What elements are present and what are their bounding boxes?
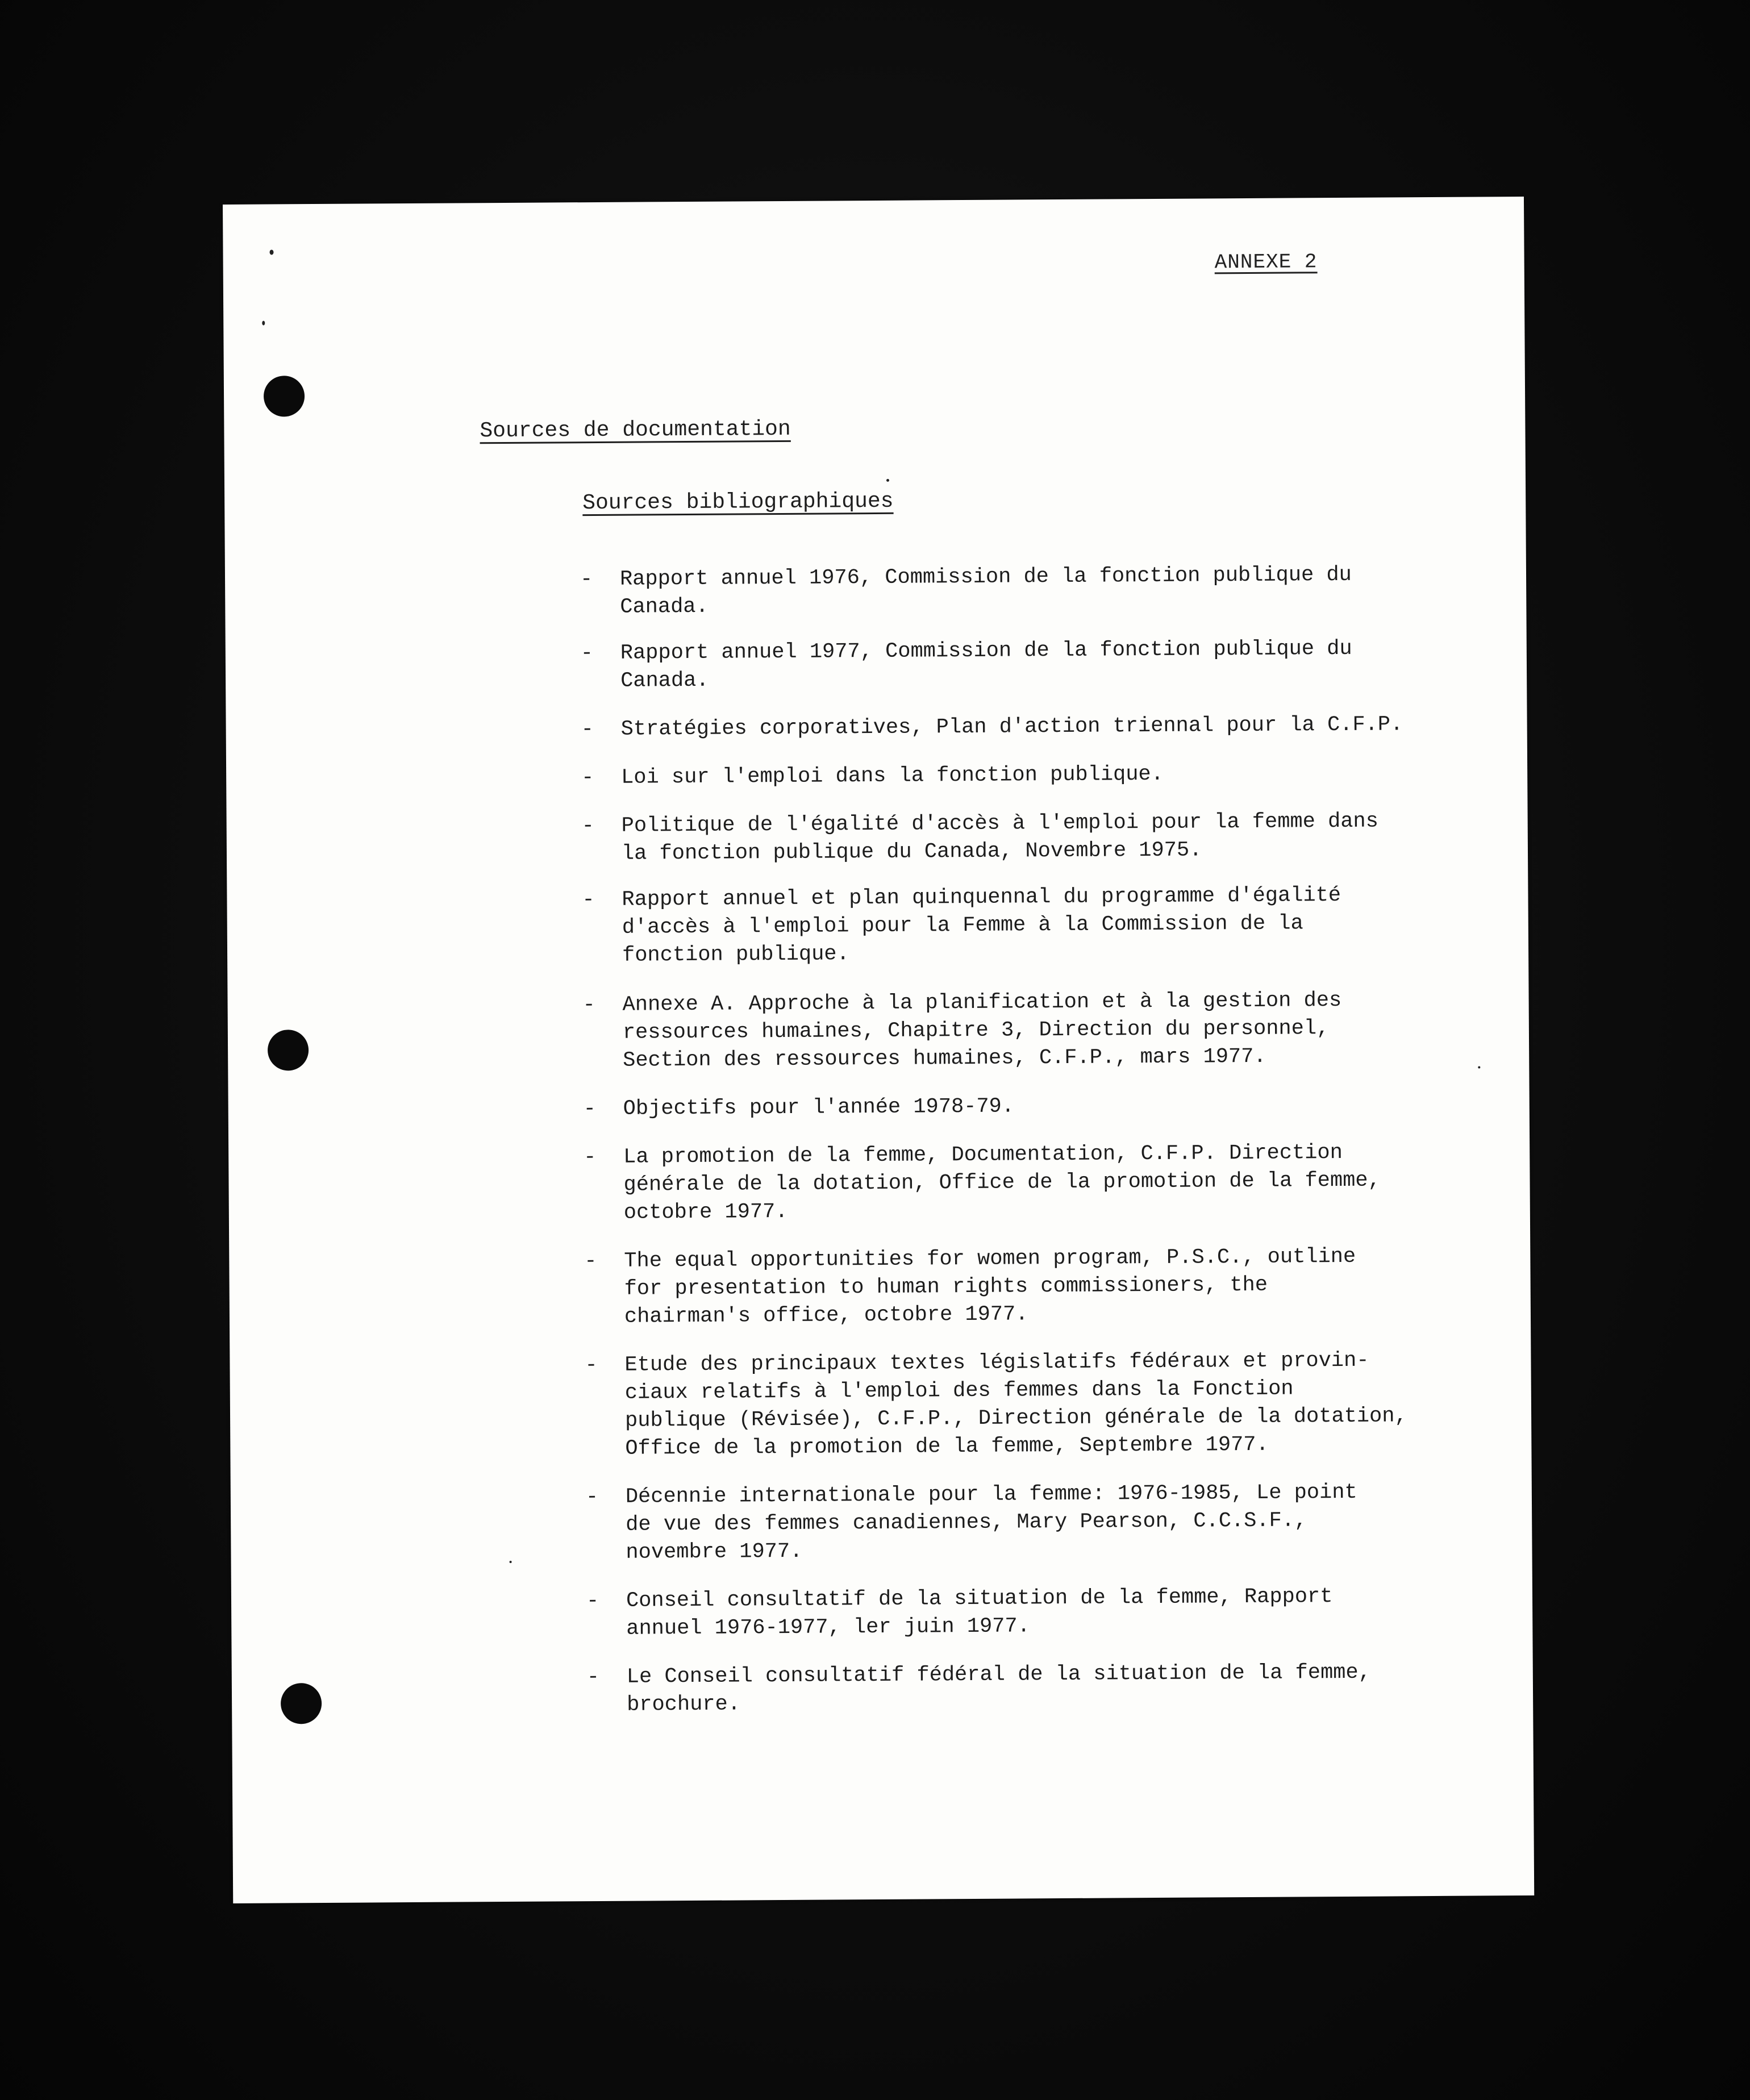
- reference-list: [580, 561, 1473, 1719]
- scan-speck: [510, 1561, 512, 1563]
- scan-speck: [1478, 1066, 1480, 1069]
- reference-item: [581, 759, 1468, 793]
- bullet-dash: -: [581, 766, 594, 790]
- reference-item: [580, 561, 1467, 622]
- subsection-title: Sources bibliographiques: [582, 489, 894, 516]
- reference-text: Politique de l'égalité d'accès à l'emploi pour la femme dans la fonction publique du Canada, Novembre 1975.: [621, 809, 1379, 866]
- bullet-dash: -: [581, 718, 594, 742]
- reference-text: La promotion de la femme, Documentation, C.F.P. Direction générale de la dotation, Office de la promotion de la femme, octobre 1977.: [623, 1140, 1381, 1225]
- punch-hole: [268, 1030, 309, 1070]
- reference-item: [584, 1139, 1470, 1228]
- reference-item: [582, 986, 1469, 1076]
- bullet-dash: -: [584, 1145, 597, 1170]
- scan-speck: [262, 321, 265, 326]
- reference-item: [581, 711, 1468, 744]
- document-page: [223, 197, 1534, 1903]
- annex-label: ANNEXE 2: [1214, 250, 1318, 274]
- reference-text: Loi sur l'emploi dans la fonction publique.: [621, 762, 1164, 790]
- reference-item: [585, 1347, 1472, 1464]
- reference-item: [582, 881, 1469, 970]
- reference-item: [584, 1243, 1471, 1332]
- bullet-dash: -: [582, 888, 595, 913]
- reference-text: Objectifs pour l'année 1978-79.: [623, 1094, 1015, 1121]
- reference-text: Stratégies corporatives, Plan d'action triennal pour la C.F.P.: [620, 713, 1403, 741]
- section-title: Sources de documentation: [480, 416, 791, 444]
- reference-text: The equal opportunities for women program, P.S.C., outline for presentation to human rights commissioners, the chairman's office, octobre 1977.: [624, 1244, 1356, 1329]
- reference-item: [586, 1478, 1473, 1568]
- reference-text: Décennie internationale pour la femme: 1976-1985, Le point de vue des femmes canadiennes, Mary Pearson, C.C.S.F., novembre 1977.: [625, 1480, 1357, 1565]
- scan-speck: [886, 479, 889, 482]
- bullet-dash: -: [586, 1665, 600, 1690]
- bullet-dash: -: [586, 1589, 599, 1614]
- reference-text: Annexe A. Approche à la planification et à la gestion des ressources humaines, Chapitre 3, Direction du personnel, Section des ressources humaines, C.F.P., mars 1977.: [622, 988, 1342, 1073]
- bullet-dash: -: [584, 1249, 597, 1274]
- reference-item: [582, 807, 1469, 869]
- bullet-dash: -: [581, 814, 595, 839]
- reference-text: Rapport annuel 1977, Commission de la fonction publique du Canada.: [620, 636, 1352, 693]
- bullet-dash: -: [580, 568, 593, 592]
- bullet-dash: -: [582, 993, 595, 1018]
- reference-text: Rapport annuel 1976, Commission de la fonction publique du Canada.: [619, 562, 1352, 619]
- reference-item: [581, 635, 1468, 696]
- reference-text: Rapport annuel et plan quinquennal du programme d'égalité d'accès à l'emploi pour la Femme à la Commission de la fonction publique.: [622, 884, 1341, 968]
- bullet-dash: -: [585, 1485, 599, 1510]
- reference-item: [584, 1090, 1470, 1124]
- reference-item: [587, 1659, 1474, 1720]
- reference-item: [586, 1582, 1473, 1644]
- scan-speck: [269, 249, 273, 255]
- punch-hole: [264, 376, 305, 416]
- reference-text: Conseil consultatif de la situation de la femme, Rapport annuel 1976-1977, ler juin 1977.: [626, 1585, 1333, 1641]
- reference-text: Etude des principaux textes législatifs fédéraux et provin- ciaux relatifs à l'emploi des femmes dans la Fonction publique (Révisée), C.F.P., Direction générale de la dotation, Office de la promotion de la femme, Septembre 1977.: [624, 1348, 1407, 1461]
- bullet-dash: -: [585, 1353, 598, 1378]
- bullet-dash: -: [580, 641, 594, 666]
- reference-text: Le Conseil consultatif fédéral de la situation de la femme, brochure.: [626, 1660, 1371, 1717]
- bullet-dash: -: [583, 1097, 597, 1122]
- punch-hole: [281, 1683, 322, 1724]
